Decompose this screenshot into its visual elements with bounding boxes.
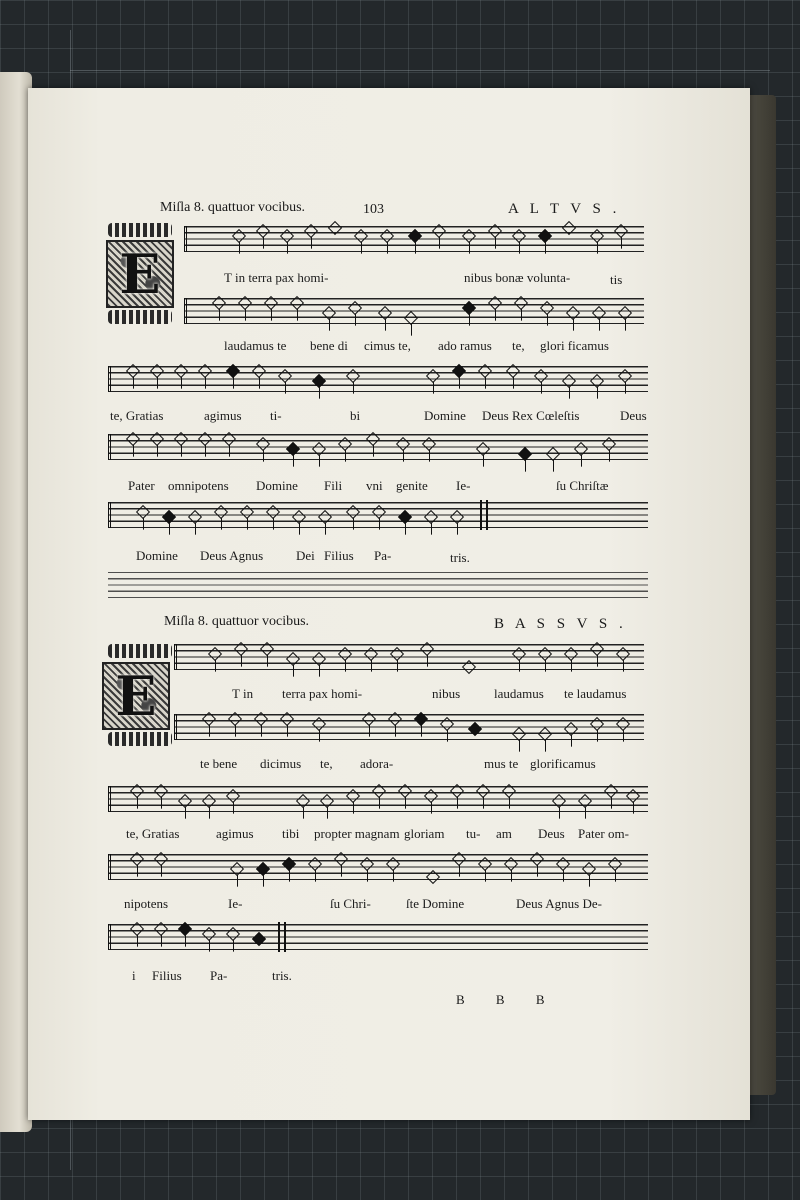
bassus-lyric-4c: ſu Chri- bbox=[330, 896, 371, 911]
note bbox=[538, 647, 552, 661]
note bbox=[488, 224, 502, 238]
altus-lyric-5e: Pa- bbox=[374, 548, 392, 563]
note bbox=[266, 505, 280, 519]
note bbox=[462, 229, 476, 243]
note bbox=[150, 432, 164, 446]
altus-lyric-4f: genite bbox=[396, 478, 428, 493]
note bbox=[538, 727, 552, 741]
note bbox=[312, 374, 326, 388]
note bbox=[282, 857, 296, 871]
note bbox=[592, 306, 606, 320]
bassus-lyric-3g: am bbox=[496, 826, 512, 841]
note bbox=[512, 229, 526, 243]
note bbox=[468, 722, 482, 736]
altus-lyric-2a: laudamus te bbox=[224, 338, 287, 353]
note bbox=[252, 364, 266, 378]
note bbox=[126, 364, 140, 378]
note bbox=[582, 862, 596, 876]
note bbox=[136, 505, 150, 519]
note bbox=[380, 229, 394, 243]
ornament-top bbox=[108, 223, 172, 237]
note bbox=[562, 374, 576, 388]
note bbox=[234, 642, 248, 656]
bassus-header: Miſla 8. quattuor vocibus. bbox=[164, 614, 310, 629]
note bbox=[188, 510, 202, 524]
altus-lyric-3c: ti- bbox=[270, 408, 282, 423]
altus-lyric-3b: agimus bbox=[204, 408, 242, 423]
note bbox=[414, 712, 428, 726]
clef bbox=[108, 854, 121, 880]
note bbox=[476, 784, 490, 798]
note bbox=[556, 857, 570, 871]
note bbox=[256, 862, 270, 876]
note bbox=[504, 857, 518, 871]
bassus-lyric-4a: nipotens bbox=[124, 896, 169, 911]
note bbox=[616, 717, 630, 731]
clef bbox=[108, 924, 121, 950]
note bbox=[312, 717, 326, 731]
note bbox=[396, 437, 410, 451]
altus-lyric-5c: Dei bbox=[296, 548, 315, 563]
note bbox=[338, 647, 352, 661]
bassus-lyric-1c: nibus bbox=[432, 686, 461, 701]
bassus-lyric-5c: Pa- bbox=[210, 968, 228, 983]
note bbox=[372, 784, 386, 798]
note bbox=[398, 784, 412, 798]
note bbox=[226, 364, 240, 378]
altus-staff-4 bbox=[108, 434, 648, 460]
note bbox=[476, 442, 490, 456]
note bbox=[566, 306, 580, 320]
bassus-staff-4 bbox=[108, 854, 648, 880]
note bbox=[478, 857, 492, 871]
note bbox=[278, 369, 292, 383]
empty-staff bbox=[108, 572, 648, 598]
bassus-lyric-3e: gloriam bbox=[404, 826, 445, 841]
bassus-lyric-1b: terra pax homi- bbox=[282, 686, 363, 701]
note bbox=[198, 364, 212, 378]
note bbox=[540, 301, 554, 315]
note bbox=[312, 652, 326, 666]
note bbox=[280, 712, 294, 726]
note bbox=[564, 722, 578, 736]
note bbox=[424, 510, 438, 524]
note bbox=[178, 922, 192, 936]
note bbox=[420, 642, 434, 656]
altus-lyric-3a: te, Gratias bbox=[110, 408, 164, 423]
note bbox=[334, 852, 348, 866]
clef bbox=[108, 502, 121, 528]
altus-lyric-4e: vni bbox=[366, 478, 383, 493]
bassus-staff-5 bbox=[108, 924, 648, 950]
altus-header: Miſla 8. quattuor vocibus. bbox=[160, 200, 306, 215]
note bbox=[256, 437, 270, 451]
note bbox=[214, 505, 228, 519]
note bbox=[512, 647, 526, 661]
note bbox=[130, 852, 144, 866]
clef bbox=[108, 786, 121, 812]
note bbox=[398, 510, 412, 524]
bassus-lyric-1e: te laudamus bbox=[564, 686, 627, 701]
clef bbox=[184, 226, 197, 252]
note bbox=[174, 432, 188, 446]
altus-lyric-4b: omnipotens bbox=[168, 478, 229, 493]
bassus-staff-2 bbox=[174, 714, 644, 740]
note bbox=[226, 789, 240, 803]
note bbox=[202, 794, 216, 808]
altus-lyric-2c: cimus te, bbox=[364, 338, 411, 353]
note bbox=[514, 296, 528, 310]
note bbox=[130, 922, 144, 936]
altus-staff-3 bbox=[108, 366, 648, 392]
initial-letter: E bbox=[119, 242, 161, 306]
note bbox=[198, 432, 212, 446]
note bbox=[590, 717, 604, 731]
note bbox=[354, 229, 368, 243]
signature-mark: B B B bbox=[456, 992, 559, 1007]
bassus-lyric-2d: adora- bbox=[360, 756, 394, 771]
bassus-lyric-5d: tris. bbox=[272, 968, 292, 983]
ornament-top bbox=[108, 644, 172, 658]
bassus-lyric-2b: dicimus bbox=[260, 756, 302, 771]
note bbox=[604, 784, 618, 798]
note bbox=[286, 652, 300, 666]
final-barline bbox=[278, 922, 280, 952]
note bbox=[422, 437, 436, 451]
note bbox=[530, 852, 544, 866]
note bbox=[616, 647, 630, 661]
note bbox=[346, 505, 360, 519]
note bbox=[590, 642, 604, 656]
note bbox=[390, 647, 404, 661]
note bbox=[512, 727, 526, 741]
clef bbox=[174, 644, 187, 670]
altus-decorated-initial bbox=[106, 240, 174, 308]
note bbox=[130, 784, 144, 798]
note bbox=[254, 712, 268, 726]
note bbox=[286, 442, 300, 456]
note bbox=[178, 794, 192, 808]
note bbox=[154, 852, 168, 866]
note bbox=[552, 794, 566, 808]
note bbox=[280, 229, 294, 243]
note bbox=[590, 229, 604, 243]
clef bbox=[184, 298, 197, 324]
note bbox=[618, 369, 632, 383]
note bbox=[252, 932, 266, 946]
altus-lyric-5b: Deus Agnus bbox=[200, 548, 264, 563]
note bbox=[328, 221, 342, 235]
note bbox=[590, 374, 604, 388]
note bbox=[452, 364, 466, 378]
bassus-lyric-2c: te, bbox=[320, 756, 333, 771]
altus-lyric-1b: nibus bonæ volunta- bbox=[464, 270, 571, 285]
note bbox=[202, 712, 216, 726]
note bbox=[338, 437, 352, 451]
note bbox=[518, 447, 532, 461]
note bbox=[162, 510, 176, 524]
clef bbox=[108, 366, 121, 392]
note bbox=[386, 857, 400, 871]
bassus-lyric-5b: Filius bbox=[152, 968, 182, 983]
note bbox=[240, 505, 254, 519]
final-barline bbox=[486, 500, 488, 530]
ornament-bottom bbox=[108, 732, 172, 746]
note bbox=[450, 784, 464, 798]
altus-lyric-5f: tris. bbox=[450, 550, 470, 565]
bassus-lyric-5a: i bbox=[132, 968, 136, 983]
note bbox=[208, 647, 222, 661]
note bbox=[290, 296, 304, 310]
note bbox=[462, 301, 476, 315]
altus-lyric-5a: Domine bbox=[136, 548, 178, 563]
altus-lyric-5d: Filius bbox=[324, 548, 354, 563]
note bbox=[366, 432, 380, 446]
note bbox=[372, 505, 386, 519]
note bbox=[404, 311, 418, 325]
note bbox=[538, 229, 552, 243]
note bbox=[578, 794, 592, 808]
note bbox=[426, 369, 440, 383]
altus-lyric-2e: te, bbox=[512, 338, 525, 353]
altus-lyric-1c: tis bbox=[610, 272, 623, 287]
note bbox=[312, 442, 326, 456]
bassus-voice-label: B A S S V S . bbox=[494, 616, 627, 632]
note bbox=[154, 784, 168, 798]
altus-lyric-2b: bene di bbox=[310, 338, 348, 353]
note bbox=[308, 857, 322, 871]
altus-lyric-1a: T in terra pax homi- bbox=[224, 270, 329, 285]
bassus-lyric-1d: laudamus bbox=[494, 686, 544, 701]
altus-lyric-3d: bi bbox=[350, 408, 361, 423]
note bbox=[388, 712, 402, 726]
note bbox=[238, 296, 252, 310]
bassus-staff-1 bbox=[174, 644, 644, 670]
bassus-decorated-initial bbox=[102, 662, 170, 730]
note bbox=[534, 369, 548, 383]
altus-staff-1 bbox=[184, 226, 644, 252]
note bbox=[320, 794, 334, 808]
bassus-lyric-3a: te, Gratias bbox=[126, 826, 180, 841]
bassus-lyric-2e: mus te bbox=[484, 756, 519, 771]
clef bbox=[108, 434, 121, 460]
note bbox=[562, 221, 576, 235]
note bbox=[488, 296, 502, 310]
altus-staff-2 bbox=[184, 298, 644, 324]
note bbox=[260, 642, 274, 656]
note bbox=[364, 647, 378, 661]
note bbox=[230, 862, 244, 876]
page-number: 103 bbox=[363, 202, 384, 217]
note bbox=[222, 432, 236, 446]
bassus-lyric-3i: Pater om- bbox=[578, 826, 629, 841]
note bbox=[228, 712, 242, 726]
altus-voice-label: A L T V S . bbox=[508, 201, 621, 217]
bassus-lyric-4e: Deus Agnus De- bbox=[516, 896, 602, 911]
ruler-top bbox=[70, 30, 770, 71]
altus-lyric-4a: Pater bbox=[128, 478, 155, 493]
note bbox=[440, 717, 454, 731]
note bbox=[362, 712, 376, 726]
music-page bbox=[28, 88, 750, 1120]
note bbox=[360, 857, 374, 871]
note bbox=[150, 364, 164, 378]
note bbox=[564, 647, 578, 661]
note bbox=[322, 306, 336, 320]
note bbox=[202, 927, 216, 941]
bassus-lyric-4d: ſte Domine bbox=[406, 896, 465, 911]
altus-lyric-3g: Deus bbox=[620, 408, 647, 423]
note bbox=[608, 857, 622, 871]
bassus-lyric-4b: Ie- bbox=[228, 896, 243, 911]
altus-lyric-2f: glori ficamus bbox=[540, 338, 609, 353]
note bbox=[154, 922, 168, 936]
note bbox=[318, 510, 332, 524]
note bbox=[574, 442, 588, 456]
altus-lyric-4d: Fili bbox=[324, 478, 343, 493]
note bbox=[304, 224, 318, 238]
ornament-bottom bbox=[108, 310, 172, 324]
bassus-lyric-3b: agimus bbox=[216, 826, 254, 841]
note bbox=[126, 432, 140, 446]
note bbox=[378, 306, 392, 320]
note bbox=[226, 927, 240, 941]
note bbox=[614, 224, 628, 238]
note bbox=[232, 229, 246, 243]
note bbox=[506, 364, 520, 378]
bassus-staff-3 bbox=[108, 786, 648, 812]
bassus-lyric-3c: tibi bbox=[282, 826, 300, 841]
altus-lyric-3e: Domine bbox=[424, 408, 466, 423]
bassus-lyric-2a: te bene bbox=[200, 756, 238, 771]
note bbox=[502, 784, 516, 798]
note bbox=[256, 224, 270, 238]
note bbox=[478, 364, 492, 378]
altus-lyric-4g: Ie- bbox=[456, 478, 471, 493]
bassus-lyric-3d: propter magnam bbox=[314, 826, 400, 841]
note bbox=[424, 789, 438, 803]
note bbox=[264, 296, 278, 310]
note bbox=[346, 369, 360, 383]
note bbox=[618, 306, 632, 320]
note bbox=[450, 510, 464, 524]
note bbox=[426, 870, 440, 884]
note bbox=[462, 660, 476, 674]
bassus-lyric-1a: T in bbox=[232, 686, 254, 701]
note bbox=[296, 794, 310, 808]
note bbox=[174, 364, 188, 378]
bassus-lyric-3f: tu- bbox=[466, 826, 481, 841]
note bbox=[212, 296, 226, 310]
altus-lyric-4c: Domine bbox=[256, 478, 298, 493]
note bbox=[348, 301, 362, 315]
altus-staff-5 bbox=[108, 502, 648, 528]
altus-lyric-4h: ſu Chriſtæ bbox=[556, 478, 609, 493]
note bbox=[626, 789, 640, 803]
bassus-lyric-2f: glorificamus bbox=[530, 756, 596, 771]
note bbox=[408, 229, 422, 243]
altus-lyric-2d: ado ramus bbox=[438, 338, 492, 353]
clef bbox=[174, 714, 187, 740]
note bbox=[432, 224, 446, 238]
note bbox=[452, 852, 466, 866]
note bbox=[602, 437, 616, 451]
final-barline bbox=[284, 922, 286, 952]
note bbox=[546, 447, 560, 461]
altus-lyric-3f: Deus Rex Cœleſtis bbox=[482, 408, 580, 423]
note bbox=[346, 789, 360, 803]
final-barline bbox=[480, 500, 482, 530]
initial-letter: E bbox=[115, 664, 157, 728]
bassus-lyric-3h: Deus bbox=[538, 826, 565, 841]
note bbox=[292, 510, 306, 524]
